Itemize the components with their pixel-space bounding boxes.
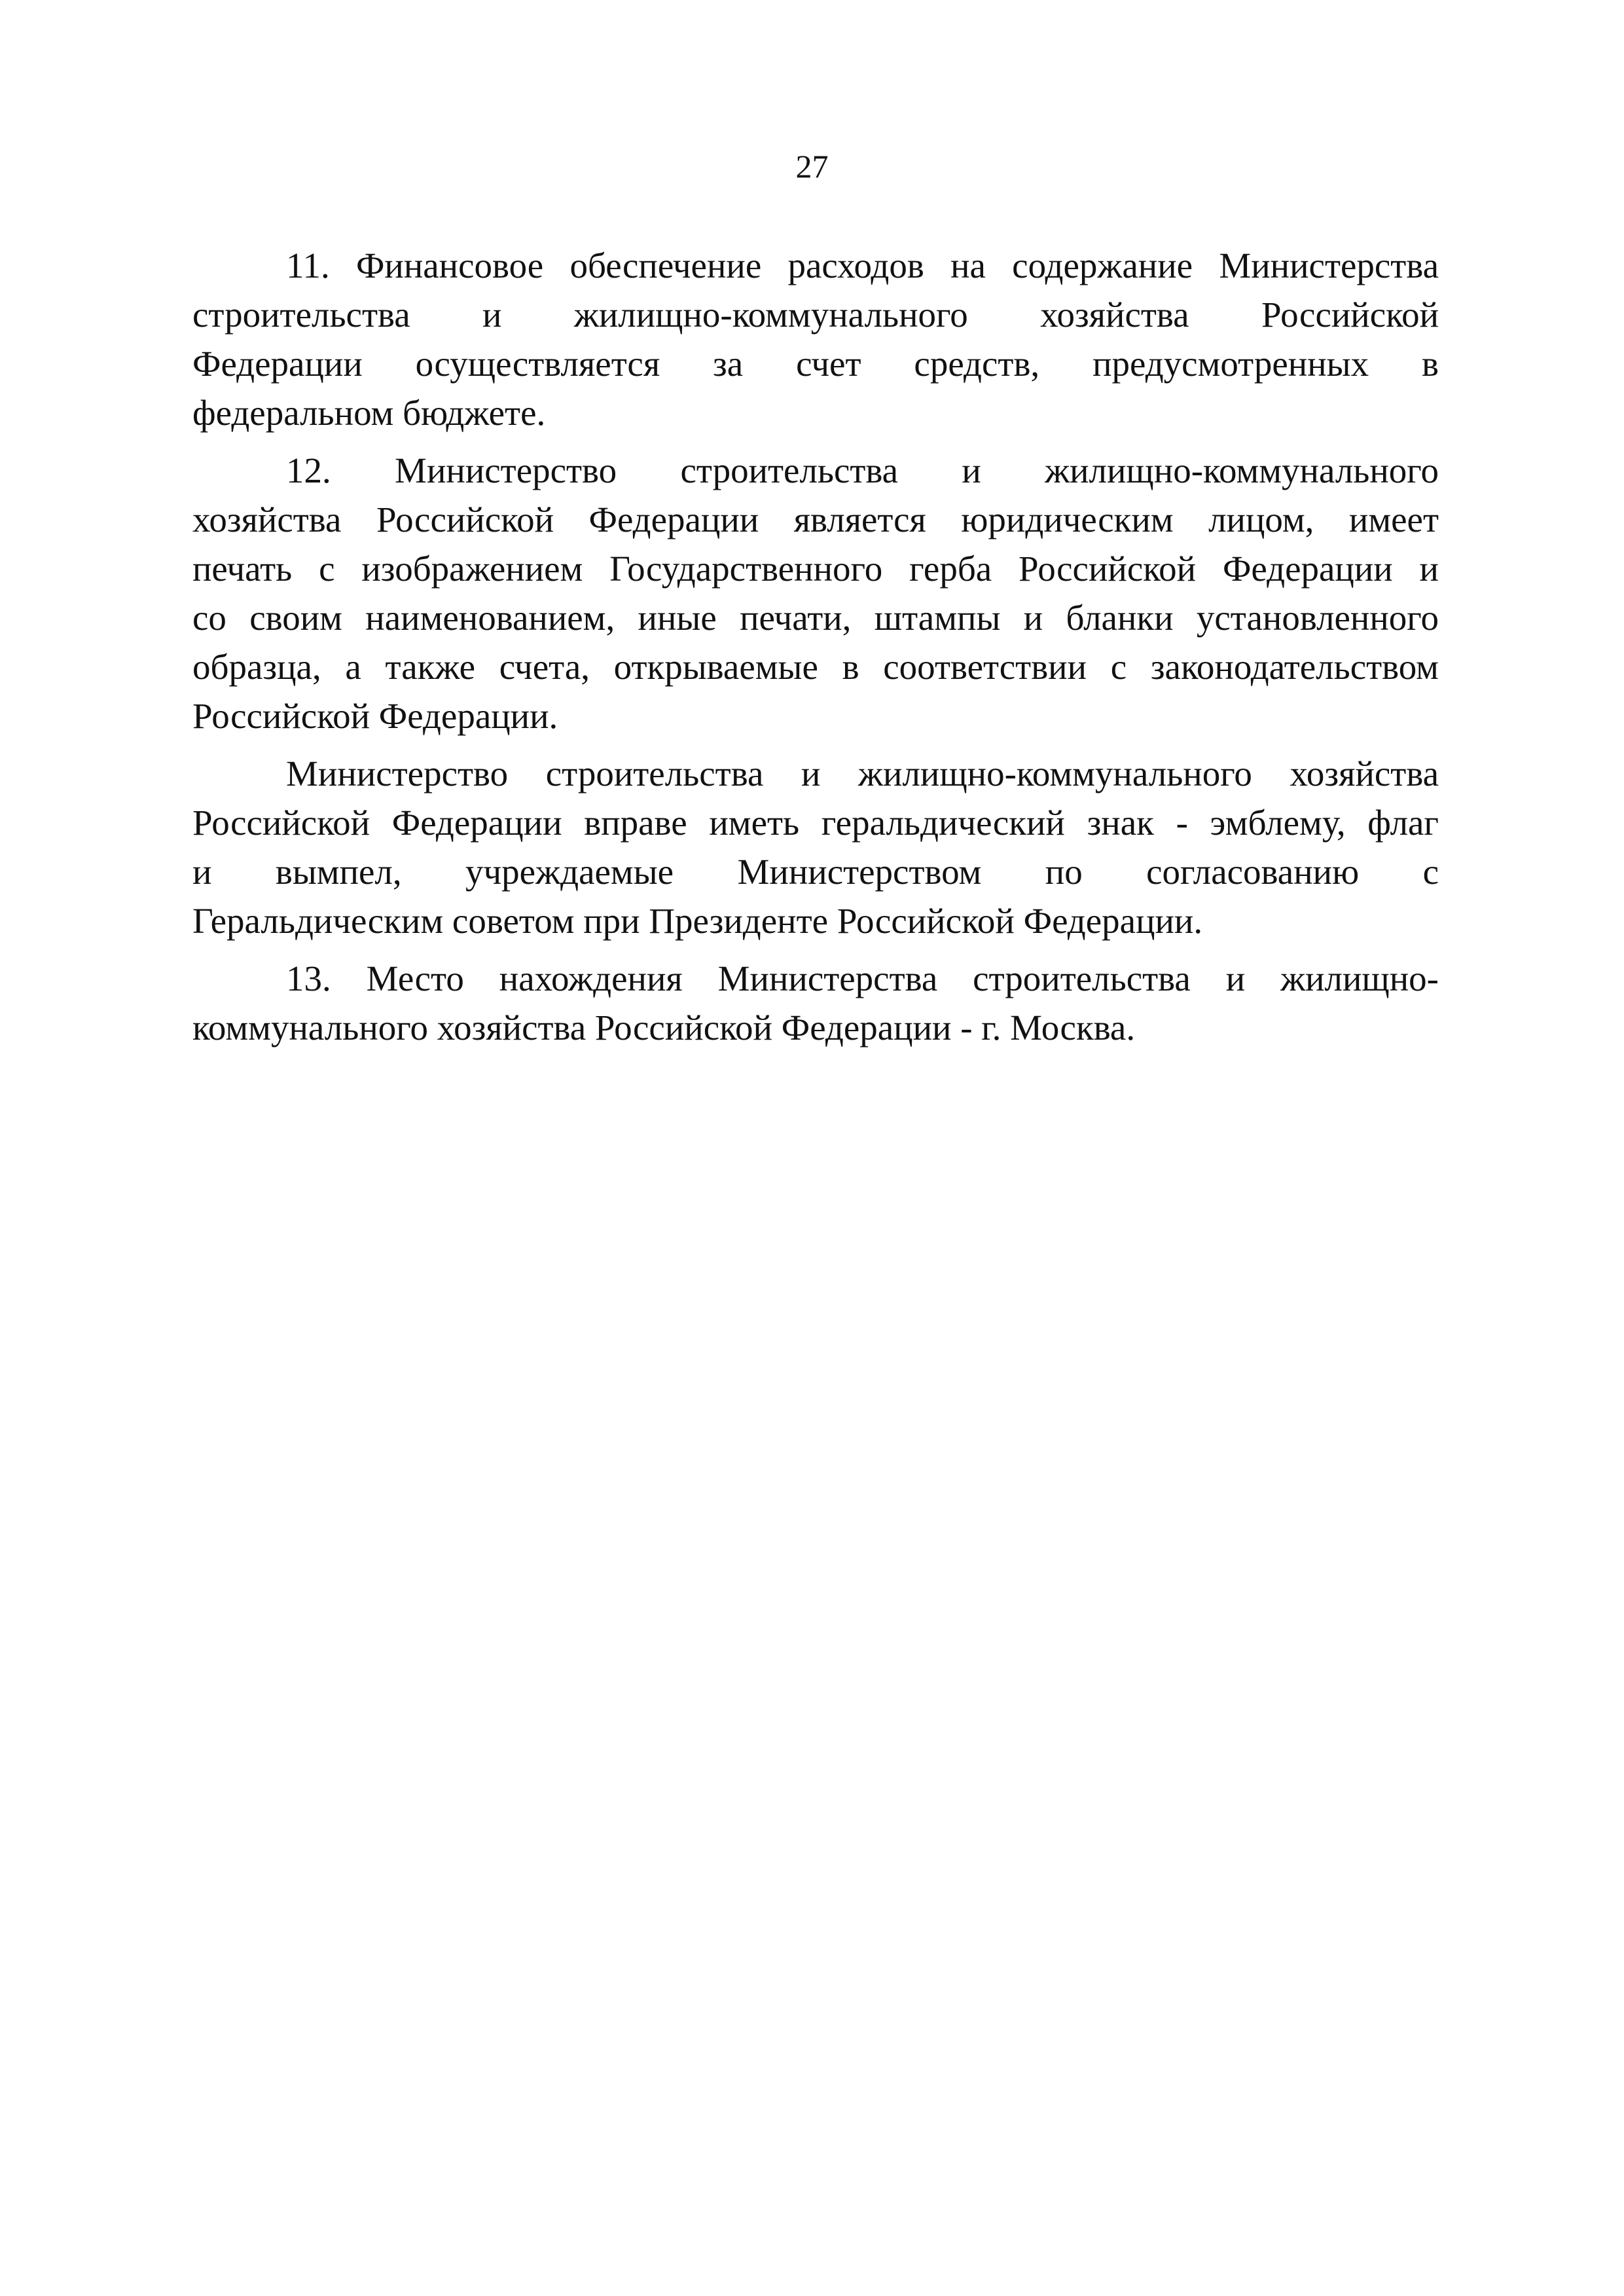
text-line: Геральдическим советом при Президенте Российской Федерации.	[192, 901, 1203, 941]
text-line: и вымпел, учреждаемые Министерством по согласованию с	[192, 852, 1439, 892]
text-line: федеральном бюджете.	[192, 393, 546, 433]
text-line: Министерство строительства и жилищно-коммунального хозяйства	[286, 754, 1439, 793]
text-line: со своим наименованием, иные печати, штампы и бланки установленного	[192, 598, 1439, 638]
text-line: хозяйства Российской Федерации является юридическим лицом, имеет	[192, 500, 1439, 539]
text-line: 11. Финансовое обеспечение расходов на содержание Министерства	[286, 246, 1439, 285]
text-line: Российской Федерации.	[192, 696, 558, 736]
text-line: 13. Место нахождения Министерства строительства и жилищно-	[286, 958, 1439, 998]
paragraph-12	[192, 446, 1439, 740]
text-line: образца, а также счета, открываемые в соответствии с законодательством	[192, 647, 1439, 687]
text-line: строительства и жилищно-коммунального хозяйства Российской	[192, 295, 1439, 335]
document-body	[192, 241, 1439, 1052]
paragraph-11	[192, 241, 1439, 437]
text-line: 12. Министерство строительства и жилищно-коммунального	[286, 450, 1439, 490]
text-line: Федерации осуществляется за счет средств, предусмотренных в	[192, 344, 1439, 384]
text-line: печать с изображением Государственного герба Российской Федерации и	[192, 549, 1439, 589]
page-number: 27	[795, 148, 829, 185]
text-line: коммунального хозяйства Российской Федерации - г. Москва.	[192, 1008, 1136, 1048]
paragraph-12-heraldic	[192, 749, 1439, 945]
paragraph-13	[192, 954, 1439, 1052]
text-line: Российской Федерации вправе иметь геральдический знак - эмблему, флаг	[192, 803, 1439, 843]
